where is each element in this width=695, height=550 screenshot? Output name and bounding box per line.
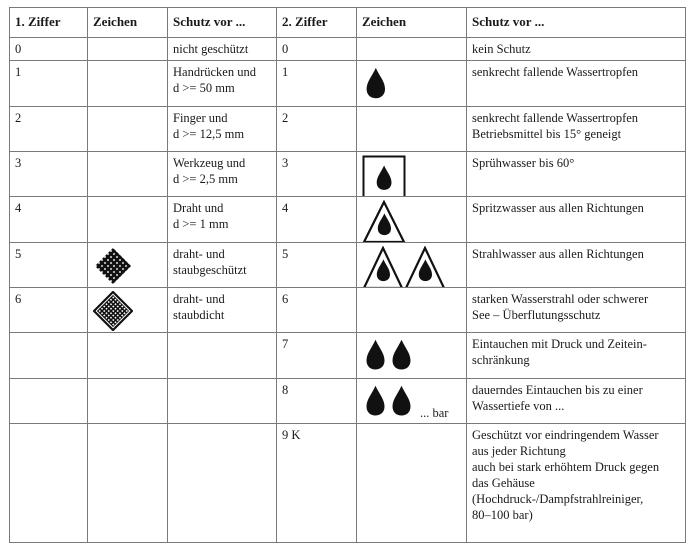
- first-digit-cell: 3: [10, 151, 88, 196]
- symbol-cell-2: [357, 378, 467, 423]
- symbol-cell-2: [357, 333, 467, 378]
- bar-pressure-label: ... bar: [420, 405, 449, 420]
- drop-in-triangle-icon: [362, 200, 406, 242]
- protection-cell-2: [467, 151, 686, 196]
- first-digit-cell: 5: [10, 242, 88, 287]
- text-line: draht- und: [173, 291, 225, 306]
- table-row: [10, 423, 686, 542]
- text-line: d >= 2,5 mm: [173, 171, 238, 186]
- header-symbol-2: Zeichen: [357, 8, 467, 38]
- first-digit-cell: 2: [10, 106, 88, 151]
- header-first-digit: 1. Ziffer: [10, 8, 88, 38]
- symbol-cell-1: [88, 106, 168, 151]
- symbol-cell-1: [88, 242, 168, 287]
- text-line: Sprühwasser bis 60°: [472, 155, 575, 170]
- text-line: senkrecht fallende Wassertropfen: [472, 65, 639, 80]
- protection-cell-1: [168, 151, 277, 196]
- symbol-cell-1: [88, 38, 168, 61]
- first-digit-cell: [10, 423, 88, 542]
- symbol-container: [362, 64, 461, 104]
- symbol-cell-1: [88, 378, 168, 423]
- table-row: [10, 106, 686, 151]
- table-row: [10, 151, 686, 196]
- text-line: staubdicht: [173, 307, 225, 322]
- text-line: Geschützt vor eindringendem Wasser: [472, 427, 659, 442]
- symbol-cell-2: [357, 197, 467, 242]
- ip-protection-table: [9, 7, 686, 543]
- second-digit-cell: 1: [277, 61, 357, 106]
- table-row: [10, 38, 686, 61]
- symbol-container: [93, 291, 162, 331]
- second-digit-cell: 2: [277, 106, 357, 151]
- symbol-container: [362, 336, 461, 376]
- text-line: 80–100 bar): [472, 507, 533, 522]
- first-digit-cell: 1: [10, 61, 88, 106]
- text-line: Handrücken und: [173, 65, 256, 80]
- table-row: [10, 333, 686, 378]
- text-line: (Hochdruck-/Dampfstrahlreiniger,: [472, 491, 644, 506]
- second-digit-cell: 8: [277, 378, 357, 423]
- symbol-cell-2: [357, 423, 467, 542]
- symbol-cell-1: [88, 287, 168, 332]
- text-line: starken Wasserstrahl oder schwerer: [472, 291, 649, 306]
- symbol-cell-1: [88, 197, 168, 242]
- text-line: Strahlwasser aus allen Richtungen: [472, 246, 644, 261]
- text-line: auch bei stark erhöhtem Druck gegen: [472, 459, 660, 474]
- text-line: das Gehäuse: [472, 475, 535, 490]
- protection-cell-1: [168, 423, 277, 542]
- symbol-cell-1: [88, 61, 168, 106]
- header-row: [10, 8, 686, 38]
- symbol-cell-2: [357, 106, 467, 151]
- protection-cell-1: [168, 61, 277, 106]
- protection-cell-1: [168, 197, 277, 242]
- protection-cell-2: [467, 106, 686, 151]
- symbol-cell-2: [357, 242, 467, 287]
- first-digit-cell: [10, 378, 88, 423]
- dust-protected-grid-icon: [93, 246, 133, 286]
- first-digit-cell: 6: [10, 287, 88, 332]
- symbol-cell-1: [88, 333, 168, 378]
- protection-cell-1: [168, 106, 277, 151]
- protection-cell-2: [467, 197, 686, 242]
- symbol-container: [362, 246, 461, 286]
- two-drops-in-triangles-icon: [362, 246, 446, 288]
- text-line: Eintauchen mit Druck und Zeitein-: [472, 337, 647, 352]
- second-digit-cell: 5: [277, 242, 357, 287]
- protection-cell-2: [467, 38, 686, 61]
- protection-cell-1: [168, 287, 277, 332]
- symbol-container: [362, 155, 461, 195]
- protection-cell-2: [467, 423, 686, 542]
- table-row: [10, 242, 686, 287]
- table-row: [10, 378, 686, 423]
- text-line: See – Überflutungsschutz: [472, 307, 601, 322]
- symbol-container: [362, 382, 461, 422]
- header-protection-1: Schutz vor ...: [168, 8, 277, 38]
- protection-cell-2: [467, 61, 686, 106]
- protection-cell-1: [168, 333, 277, 378]
- symbol-container: [362, 200, 461, 240]
- text-line: Betriebsmittel bis 15° geneigt: [472, 126, 622, 141]
- header-protection-2: Schutz vor ...: [467, 8, 686, 38]
- second-digit-cell: 7: [277, 333, 357, 378]
- protection-cell-1: [168, 38, 277, 61]
- table-row: [10, 287, 686, 332]
- text-line: dauerndes Eintauchen bis zu einer: [472, 382, 643, 397]
- text-line: Finger und: [173, 110, 228, 125]
- table-row: [10, 61, 686, 106]
- double-drop-icon: [362, 382, 418, 422]
- header-symbol-1: Zeichen: [88, 8, 168, 38]
- symbol-cell-2: [357, 287, 467, 332]
- first-digit-cell: 4: [10, 197, 88, 242]
- symbol-cell-2: [357, 38, 467, 61]
- text-line: Werkzeug und: [173, 155, 246, 170]
- first-digit-cell: 0: [10, 38, 88, 61]
- text-line: staubgeschützt: [173, 262, 247, 277]
- text-line: d >= 12,5 mm: [173, 126, 245, 141]
- symbol-cell-2: [357, 151, 467, 196]
- text-line: aus jeder Richtung: [472, 443, 566, 458]
- text-line: d >= 50 mm: [173, 81, 235, 96]
- text-line: Wassertiefe von ...: [472, 398, 565, 413]
- drop-in-square-icon: [362, 155, 406, 197]
- text-line: d >= 1 mm: [173, 217, 229, 232]
- protection-cell-2: [467, 378, 686, 423]
- symbol-cell-2: [357, 61, 467, 106]
- protection-cell-2: [467, 242, 686, 287]
- second-digit-cell: 4: [277, 197, 357, 242]
- text-line: Draht und: [173, 201, 224, 216]
- protection-cell-1: [168, 378, 277, 423]
- symbol-cell-1: [88, 151, 168, 196]
- double-drop-icon: [362, 336, 418, 376]
- protection-cell-2: [467, 333, 686, 378]
- symbol-container: [93, 246, 162, 286]
- second-digit-cell: 3: [277, 151, 357, 196]
- text-line: senkrecht fallende Wassertropfen: [472, 110, 639, 125]
- header-second-digit: 2. Ziffer: [277, 8, 357, 38]
- dust-tight-grid-icon: [93, 291, 133, 331]
- protection-cell-1: [168, 242, 277, 287]
- text-line: Spritzwasser aus allen Richtungen: [472, 201, 644, 216]
- second-digit-cell: 6: [277, 287, 357, 332]
- second-digit-cell: 0: [277, 38, 357, 61]
- drop-icon: [362, 64, 390, 104]
- second-digit-cell: 9 K: [277, 423, 357, 542]
- table-row: [10, 197, 686, 242]
- symbol-cell-1: [88, 423, 168, 542]
- text-line: nicht geschützt: [173, 42, 249, 56]
- first-digit-cell: [10, 333, 88, 378]
- text-line: kein Schutz: [472, 42, 531, 56]
- text-line: draht- und: [173, 246, 225, 261]
- text-line: schränkung: [472, 353, 530, 368]
- protection-cell-2: [467, 287, 686, 332]
